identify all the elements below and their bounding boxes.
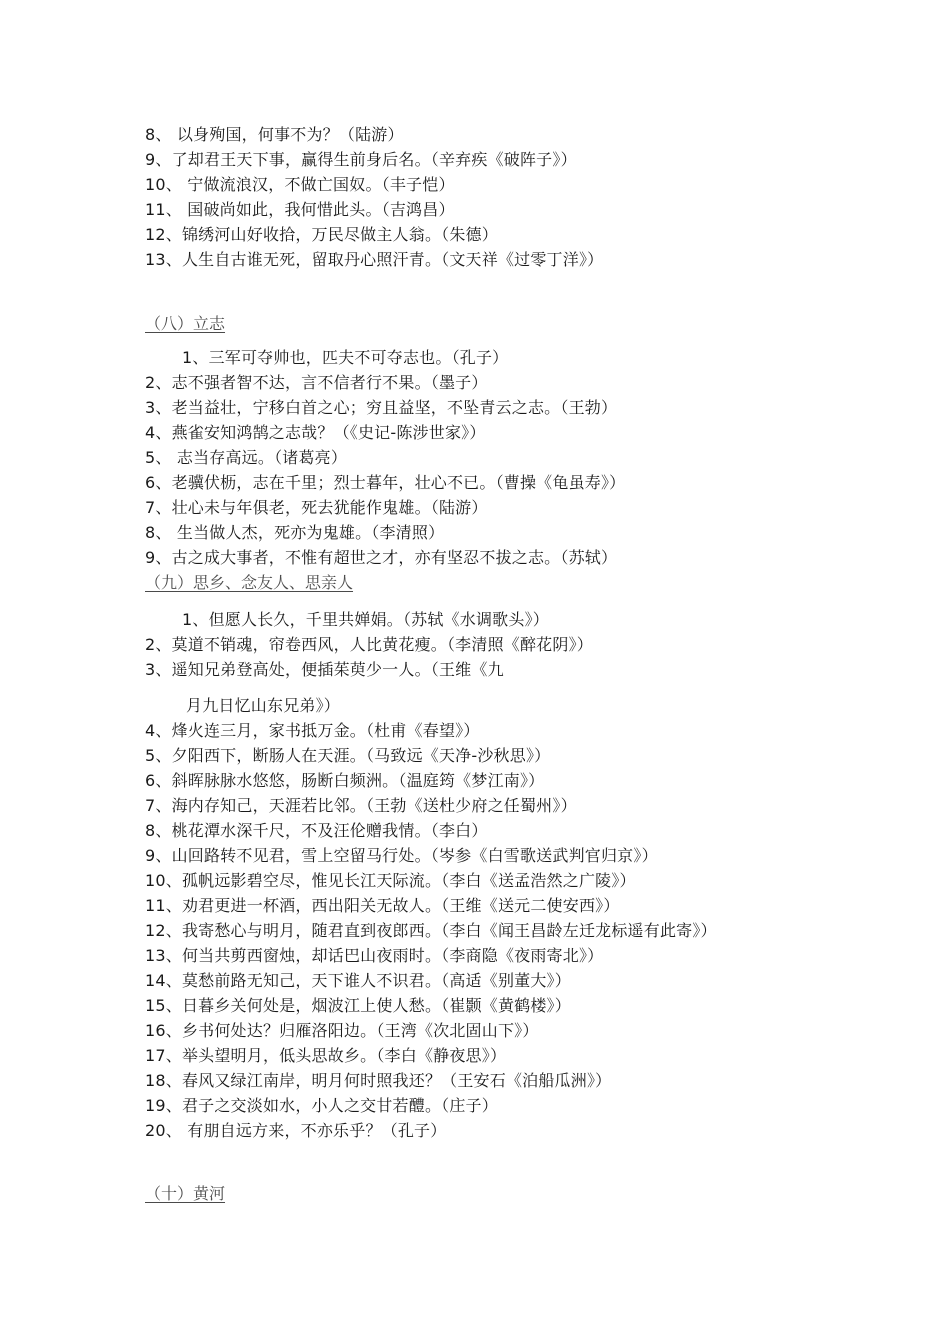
list-item: 18、春风又绿江南岸，明月何时照我还？（王安石《泊船瓜洲》）: [145, 1071, 612, 1090]
list-item: 7、壮心未与年俱老，死去犹能作鬼雄。（陆游）: [145, 498, 488, 517]
list-item: 6、斜晖脉脉水悠悠，肠断白频洲。（温庭筠《梦江南》）: [145, 771, 545, 790]
list-item: 11、 国破尚如此，我何惜此头。（吉鸿昌）: [145, 200, 455, 219]
list-item: 8、 生当做人杰，死亦为鬼雄。（李清照）: [145, 523, 445, 542]
list-item: 10、孤帆远影碧空尽，惟见长江天际流。（李白《送孟浩然之广陵》）: [145, 871, 636, 890]
list-item: 14、莫愁前路无知己，天下谁人不识君。（高适《别董大》）: [145, 971, 571, 990]
list-item: 12、锦绣河山好收拾，万民尽做主人翁。（朱德）: [145, 225, 498, 244]
list-item: 5、夕阳西下，断肠人在天涯。（马致远《天净-沙秋思》）: [145, 746, 551, 765]
list-item: 13、人生自古谁无死，留取丹心照汗青。（文天祥《过零丁洋》）: [145, 250, 604, 269]
list-item: 4、烽火连三月，家书抵万金。（杜甫《春望》）: [145, 721, 480, 740]
list-item: 16、乡书何处达？归雁洛阳边。（王湾《次北固山下》）: [145, 1021, 539, 1040]
list-item: 2、莫道不销魂，帘卷西风，人比黄花瘦。（李清照《醉花阴》）: [145, 635, 593, 654]
list-item: 7、海内存知己，天涯若比邻。（王勃《送杜少府之任蜀州》）: [145, 796, 577, 815]
list-item: 2、志不强者智不达，言不信者行不果。（墨子）: [145, 373, 488, 392]
list-item: 8、 以身殉国，何事不为？（陆游）: [145, 125, 404, 144]
list-item: 17、举头望明月，低头思故乡。（李白《静夜思》）: [145, 1046, 507, 1065]
list-item: 1、三军可夺帅也，匹夫不可夺志也。（孔子）: [182, 348, 509, 367]
list-item: 1、但愿人长久，千里共婵娟。（苏轼《水调歌头》）: [182, 610, 549, 629]
section-heading-sixiang: （九）思乡、念友人、思亲人: [145, 573, 354, 592]
section-heading-lizhi: （八）立志: [145, 314, 226, 333]
list-item: 13、何当共剪西窗烛，却话巴山夜雨时。（李商隐《夜雨寄北》）: [145, 946, 604, 965]
list-item-continuation: 月九日忆山东兄弟》）: [186, 696, 341, 715]
list-item: 20、 有朋自远方来，不亦乐乎？（孔子）: [145, 1121, 447, 1140]
list-item: 10、 宁做流浪汉，不做亡国奴。（丰子恺）: [145, 175, 455, 194]
list-item: 4、燕雀安知鸿鹄之志哉？（《史记-陈涉世家》）: [145, 423, 486, 442]
list-item: 8、桃花潭水深千尺，不及汪伦赠我情。（李白）: [145, 821, 488, 840]
list-item: 12、我寄愁心与明月，随君直到夜郎西。（李白《闻王昌龄左迁龙标遥有此寄》）: [145, 921, 717, 940]
list-item: 9、山回路转不见君，雪上空留马行处。（岑参《白雪歌送武判官归京》）: [145, 846, 658, 865]
list-item: 3、遥知兄弟登高处，便插茱萸少一人。（王维《九: [145, 660, 504, 679]
list-item: 9、了却君王天下事，赢得生前身后名。（辛弃疾《破阵子》）: [145, 150, 577, 169]
list-item: 9、古之成大事者，不惟有超世之才，亦有坚忍不拔之志。（苏轼）: [145, 548, 618, 567]
section-heading-huanghe: （十）黄河: [145, 1184, 226, 1203]
list-item: 19、君子之交淡如水，小人之交甘若醴。（庄子）: [145, 1096, 498, 1115]
list-item: 3、老当益壮，宁移白首之心；穷且益坚，不坠青云之志。（王勃）: [145, 398, 618, 417]
list-item: 15、日暮乡关何处是，烟波江上使人愁。（崔颢《黄鹤楼》）: [145, 996, 571, 1015]
list-item: 5、 志当存高远。（诸葛亮）: [145, 448, 348, 467]
list-item: 11、劝君更进一杯酒，西出阳关无故人。（王维《送元二使安西》）: [145, 896, 620, 915]
list-item: 6、老骥伏枥，志在千里；烈士暮年，壮心不已。（曹操《龟虽寿》）: [145, 473, 626, 492]
